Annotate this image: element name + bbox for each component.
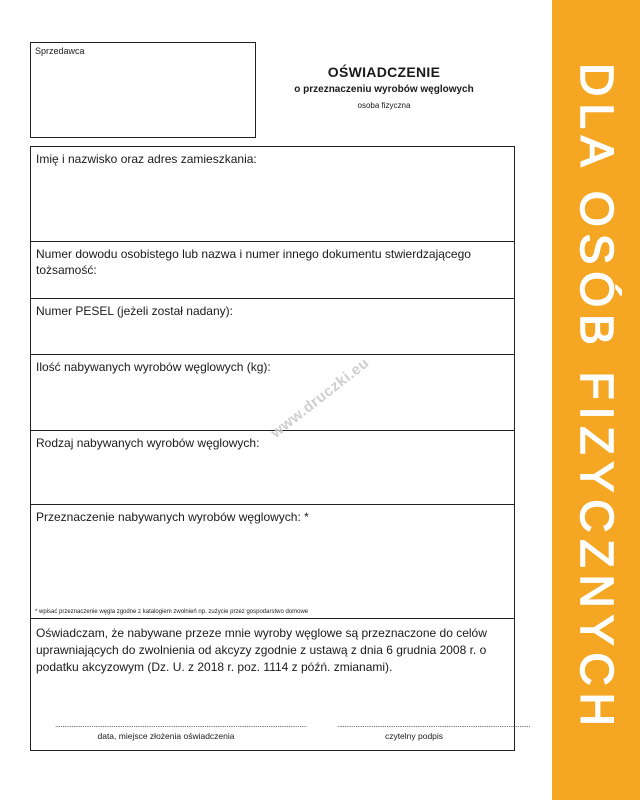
signature-line[interactable]: .......................................................................................................... [337, 720, 531, 729]
field-purpose[interactable] [31, 505, 514, 619]
field-coal-type[interactable] [31, 431, 514, 505]
declaration-text: Oświadczam, że nabywane przeze mnie wyroby węglowe są przeznaczone do celów uprawniających do zwolnienia od akcyzy zgodnie z ustawą z dnia 6 grudnia 2008 r. o podatku akcyzowym (Dz. U. z 2018 r. poz. 1114 z późń. zmianami). [36, 626, 487, 674]
date-place-caption: data, miejsce złożenia oświadczenia [97, 731, 235, 741]
field-quantity[interactable] [31, 355, 514, 431]
field-label-id-document: Numer dowodu osobistego lub nazwa i numer innego dokumentu stwierdzającego tożsamość: [36, 247, 471, 277]
field-label-coal-type: Rodzaj nabywanych wyrobów węglowych: [36, 436, 260, 450]
title-block [270, 64, 498, 110]
side-banner-text: DLA OSÓB FIZYCZNYCH [571, 63, 623, 733]
field-label-name-address: Imię i nazwisko oraz adres zamieszkania: [36, 152, 257, 166]
field-label-quantity: Ilość nabywanych wyrobów węglowych (kg): [36, 360, 271, 374]
field-label-pesel: Numer PESEL (jeżeli został nadany): [36, 304, 233, 318]
document-subtitle: o przeznaczeniu wyrobów węglowych [294, 84, 474, 95]
document-title: OŚWIADCZENIE [327, 64, 441, 80]
watermark: www.druczki.eu [267, 354, 373, 442]
declaration-form [30, 146, 531, 751]
field-name-address[interactable] [31, 147, 514, 242]
field-pesel[interactable] [31, 299, 514, 355]
date-place-line[interactable]: .......................................................................................................................................... [55, 720, 307, 729]
purpose-footnote: * wpisać przeznaczenie węgla zgodne z katalogiem zwolnień np. zużycie przez gospodarstwo domowe [35, 609, 309, 615]
seller-label: Sprzedawca [35, 46, 85, 56]
document-subtitle-person: osoba fizyczna [357, 101, 411, 110]
seller-box [30, 42, 256, 138]
field-label-purpose: Przeznaczenie nabywanych wyrobów węglowych: * [36, 510, 309, 524]
signature-caption: czytelny podpis [384, 731, 444, 741]
field-id-document[interactable] [31, 242, 514, 299]
